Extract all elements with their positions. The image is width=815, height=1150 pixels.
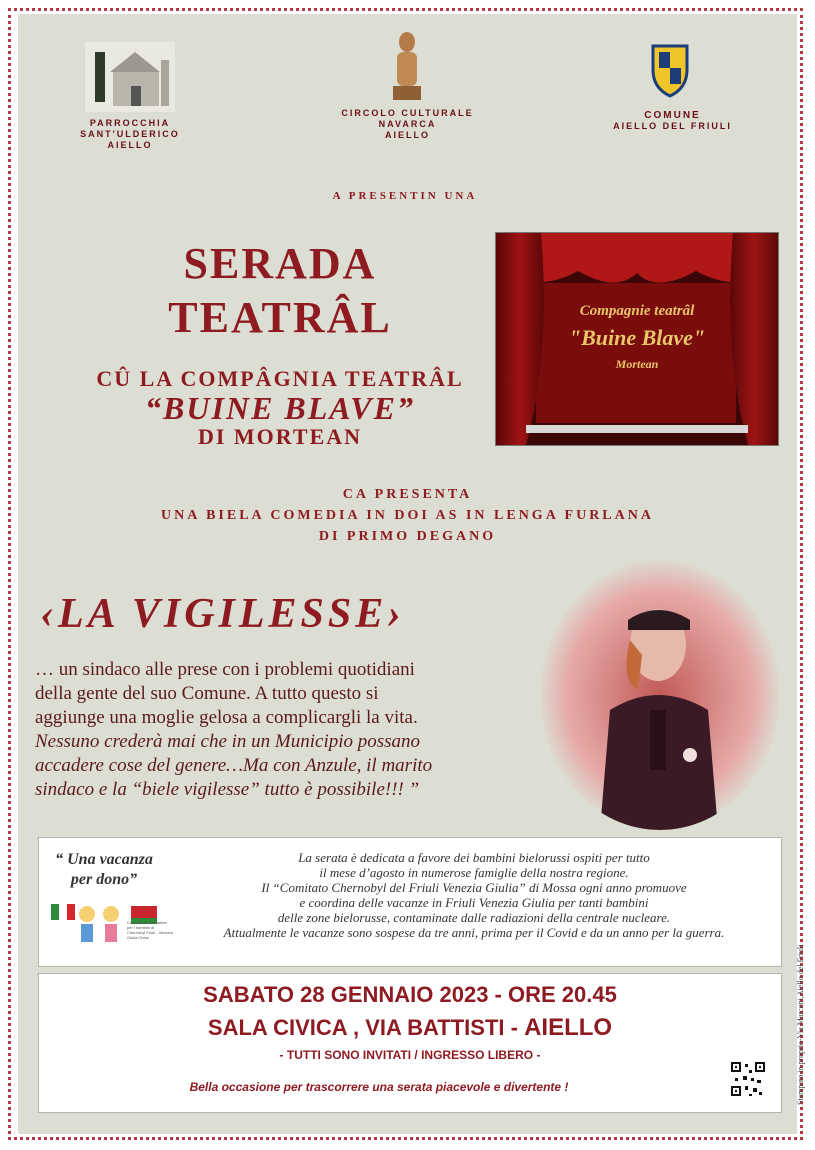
company-origin: DI MORTEAN (197, 424, 363, 449)
play-description: … un sindaco alle prese con i problemi quotidiani della gente del suo Comune. A tutto questo si aggiunge una moglie gelosa a complicargli la vita. Nessuno crederà mai che in un Municipio possano accadere cose del genere…Ma con Anzule, il marito sindaco e la “biele vigilesse” tutto è possibile!!! ” (35, 659, 433, 800)
coat-of-arms-logo (645, 40, 695, 98)
event-invite: - TUTTI SONO INVITATI / INGRESSO LIBERO - (279, 1048, 541, 1062)
presenta-line-1: CA PRESENTA (342, 487, 473, 502)
company-line: CÛ LA COMPÂGNIA TEATRÂL (96, 366, 464, 391)
print-note: Stampato in proprio-Via Marconi,Aiello del Friuli (796, 944, 805, 1105)
event-tagline: Bella occasione per trascorrere una serata piacevole e divertente ! (189, 1080, 569, 1094)
company-name: “BUINE BLAVE” (145, 390, 415, 426)
event-place: SALA CIVICA , VIA BATTISTI - AIELLO (207, 1014, 613, 1041)
statue-logo (385, 30, 430, 102)
parish-caption: PARROCCHIA SANT'ULDERICO AIELLO (80, 118, 180, 150)
title-teatral: TEATRÂL (168, 293, 392, 342)
vigilesse-photo (540, 560, 780, 830)
presenta-line-3: DI PRIMO DEGANO (318, 529, 497, 544)
curtain-text-2: "Buine Blave" (568, 325, 706, 350)
title-serada: SERADA (183, 239, 377, 288)
curtain-text-3: Mortean (615, 357, 659, 371)
badge-small-text: Comitato di solidarietà per i bambini di Chernobyl Friuli - Venezia Giulia Onlus (127, 920, 173, 940)
municipality-caption: COMUNE AIELLO DEL FRIULI (613, 110, 732, 131)
event-date: SABATO 28 GENNAIO 2023 - ORE 20.45 (203, 982, 617, 1007)
cultural-circle-caption: CIRCOLO CULTURALE NAVARCA AIELLO (341, 108, 474, 140)
theatre-curtain-image (495, 232, 779, 446)
play-title: ‹LA VIGILESSE› (40, 591, 406, 637)
event-box (38, 973, 782, 1113)
dedication-text: La serata è dedicata a favore dei bambini bielorussi ospiti per tutto il mese d’agosto in numerose famiglie della nostra regione. Il “Comitato Chernobyl del Friuli Venezia Giulia” di Mossa ogni anno promuove e coordina delle vacanze in Friuli Venezia Giulia per tanti bambini delle zone bielorusse, contaminate dalle radiazioni della centrale nucleare. Attualmente le vacanze sono sospese da tre anni, prima per il Covid e da un anno per la guerra. (223, 850, 725, 940)
presenta-line-2: UNA BIELA COMEDIA IN DOI AS IN LENGA FURLANA (161, 508, 654, 523)
badge-title: “ Una vacanza per dono” (55, 851, 153, 888)
church-logo (85, 42, 175, 112)
qr-code (729, 1060, 767, 1098)
dedication-box (38, 837, 782, 967)
intro-text: A PRESENTIN UNA (332, 190, 478, 202)
curtain-text-1: Compagnie teatrâl (579, 303, 695, 319)
